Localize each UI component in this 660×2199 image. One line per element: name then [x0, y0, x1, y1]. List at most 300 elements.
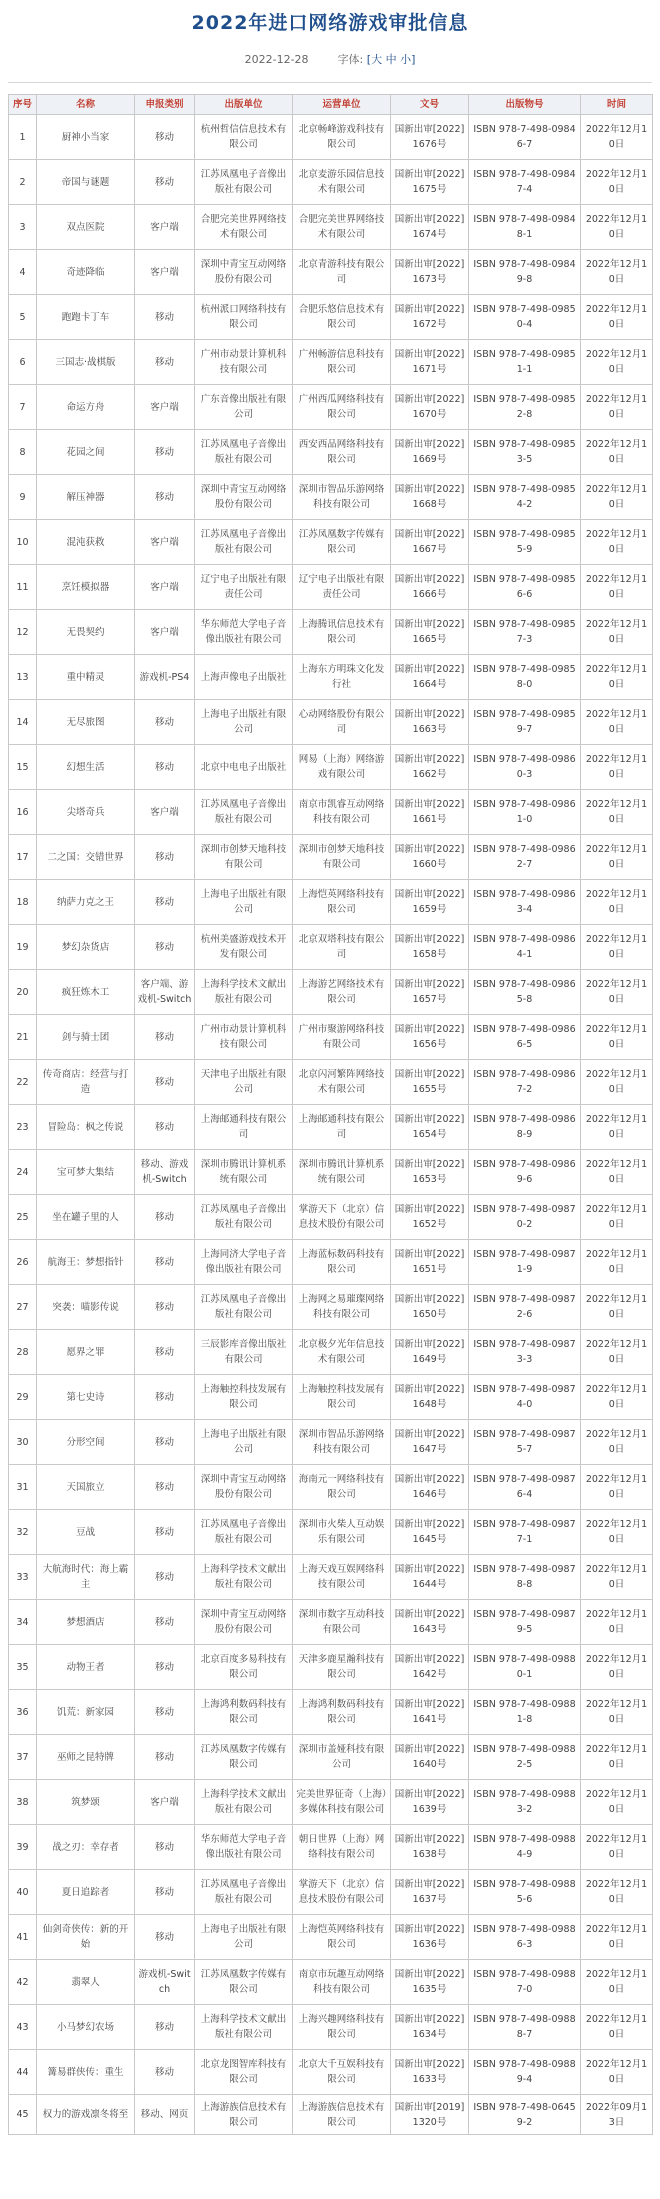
cell-col-isbn: ISBN 978-7-498-09874-0	[469, 1375, 581, 1420]
cell-col-operator: 深圳市数字互动科技有限公司	[293, 1600, 391, 1645]
cell-col-isbn: ISBN 978-7-498-09884-9	[469, 1825, 581, 1870]
cell-col-index: 6	[9, 340, 37, 385]
table-row	[9, 1825, 653, 1870]
cell-col-operator: 上海鸿利数码科技有限公司	[293, 1690, 391, 1735]
cell-col-index: 3	[9, 205, 37, 250]
cell-col-operator: 上海触控科技发展有限公司	[293, 1375, 391, 1420]
table-row	[9, 1375, 653, 1420]
cell-col-date: 2022年12月10日	[581, 1690, 653, 1735]
table-header-row	[9, 95, 653, 115]
cell-col-operator: 上海兴趣网络科技有限公司	[293, 2005, 391, 2050]
table-row	[9, 1555, 653, 1600]
cell-col-isbn: ISBN 978-7-498-09858-0	[469, 655, 581, 700]
cell-col-approval-no: 国新出审[2022]1640号	[391, 1735, 469, 1780]
cell-col-approval-no: 国新出审[2022]1666号	[391, 565, 469, 610]
cell-col-approval-no: 国新出审[2019]1320号	[391, 2095, 469, 2135]
cell-col-operator: 上海恺英网络科技有限公司	[293, 1915, 391, 1960]
cell-col-operator: 辽宁电子出版社有限责任公司	[293, 565, 391, 610]
cell-col-name: 大航海时代：海上霸主	[37, 1555, 135, 1600]
cell-col-publisher: 上海电子出版社有限公司	[195, 700, 293, 745]
cell-col-isbn: ISBN 978-7-498-09861-0	[469, 790, 581, 835]
cell-col-operator: 南京市玩趣互动网络科技有限公司	[293, 1960, 391, 2005]
title-divider	[8, 82, 652, 83]
cell-col-publisher: 江苏凤凰电子音像出版社有限公司	[195, 1195, 293, 1240]
cell-col-publisher: 合肥完美世界网络技术有限公司	[195, 205, 293, 250]
cell-col-operator: 上海腾讯信息技术有限公司	[293, 610, 391, 655]
cell-col-index: 25	[9, 1195, 37, 1240]
cell-col-approval-no: 国新出审[2022]1661号	[391, 790, 469, 835]
cell-col-isbn: ISBN 978-7-498-06459-2	[469, 2095, 581, 2135]
cell-col-category: 移动	[135, 1645, 195, 1690]
header-col-name: 名称	[37, 95, 135, 115]
cell-col-operator: 北京大千互娱科技有限公司	[293, 2050, 391, 2095]
cell-col-operator: 深圳市盖娅科技有限公司	[293, 1735, 391, 1780]
table-row	[9, 1735, 653, 1780]
cell-col-name: 夏日追踪者	[37, 1870, 135, 1915]
cell-col-date: 2022年12月10日	[581, 1015, 653, 1060]
cell-col-operator: 心动网络股份有限公司	[293, 700, 391, 745]
cell-col-approval-no: 国新出审[2022]1675号	[391, 160, 469, 205]
cell-col-date: 2022年12月10日	[581, 1375, 653, 1420]
cell-col-operator: 朝日世界（上海）网络科技有限公司	[293, 1825, 391, 1870]
cell-col-date: 2022年12月10日	[581, 475, 653, 520]
cell-col-date: 2022年12月10日	[581, 205, 653, 250]
cell-col-operator: 完美世界征奇（上海）多媒体科技有限公司	[293, 1780, 391, 1825]
font-size-switcher[interactable]: [大 中 小]	[366, 53, 416, 66]
cell-col-publisher: 上海科学技术文献出版社有限公司	[195, 2005, 293, 2050]
cell-col-category: 移动	[135, 1015, 195, 1060]
header-col-operator: 运营单位	[293, 95, 391, 115]
cell-col-index: 38	[9, 1780, 37, 1825]
table-row	[9, 1510, 653, 1555]
cell-col-operator: 深圳市智品乐游网络科技有限公司	[293, 475, 391, 520]
cell-col-isbn: ISBN 978-7-498-09852-8	[469, 385, 581, 430]
cell-col-isbn: ISBN 978-7-498-09888-7	[469, 2005, 581, 2050]
cell-col-publisher: 江苏凤凰电子音像出版社有限公司	[195, 1870, 293, 1915]
cell-col-isbn: ISBN 978-7-498-09847-4	[469, 160, 581, 205]
cell-col-index: 19	[9, 925, 37, 970]
cell-col-index: 8	[9, 430, 37, 475]
table-body	[9, 115, 653, 2135]
table-row	[9, 1645, 653, 1690]
cell-col-name: 巫师之昆特牌	[37, 1735, 135, 1780]
cell-col-isbn: ISBN 978-7-498-09864-1	[469, 925, 581, 970]
cell-col-approval-no: 国新出审[2022]1658号	[391, 925, 469, 970]
cell-col-isbn: ISBN 978-7-498-09876-4	[469, 1465, 581, 1510]
cell-col-operator: 江苏凤凰数字传媒有限公司	[293, 520, 391, 565]
cell-col-name: 宝可梦大集结	[37, 1150, 135, 1195]
header-col-date: 时间	[581, 95, 653, 115]
cell-col-approval-no: 国新出审[2022]1664号	[391, 655, 469, 700]
cell-col-date: 2022年12月10日	[581, 1960, 653, 2005]
cell-col-publisher: 深圳市创梦天地科技有限公司	[195, 835, 293, 880]
cell-col-operator: 上海网之易璀璨网络科技有限公司	[293, 1285, 391, 1330]
cell-col-approval-no: 国新出审[2022]1650号	[391, 1285, 469, 1330]
cell-col-date: 2022年09月13日	[581, 2095, 653, 2135]
cell-col-publisher: 天津电子出版社有限公司	[195, 1060, 293, 1105]
cell-col-isbn: ISBN 978-7-498-09873-3	[469, 1330, 581, 1375]
cell-col-publisher: 北京龙图智库科技有限公司	[195, 2050, 293, 2095]
cell-col-category: 移动	[135, 1105, 195, 1150]
cell-col-operator: 北京双塔科技有限公司	[293, 925, 391, 970]
table-row	[9, 790, 653, 835]
cell-col-category: 客户端	[135, 1780, 195, 1825]
cell-col-category: 移动	[135, 835, 195, 880]
cell-col-operator: 上海东方明珠文化发行社	[293, 655, 391, 700]
cell-col-index: 35	[9, 1645, 37, 1690]
cell-col-name: 饥荒：新家园	[37, 1690, 135, 1735]
cell-col-operator: 深圳市创梦天地科技有限公司	[293, 835, 391, 880]
cell-col-category: 移动	[135, 475, 195, 520]
cell-col-index: 5	[9, 295, 37, 340]
cell-col-date: 2022年12月10日	[581, 340, 653, 385]
cell-col-isbn: ISBN 978-7-498-09881-8	[469, 1690, 581, 1735]
cell-col-category: 移动	[135, 1420, 195, 1465]
cell-col-approval-no: 国新出审[2022]1638号	[391, 1825, 469, 1870]
cell-col-publisher: 北京百度多易科技有限公司	[195, 1645, 293, 1690]
cell-col-isbn: ISBN 978-7-498-09855-9	[469, 520, 581, 565]
table-row	[9, 1420, 653, 1465]
cell-col-category: 移动	[135, 295, 195, 340]
cell-col-name: 二之国：交错世界	[37, 835, 135, 880]
cell-col-date: 2022年12月10日	[581, 1780, 653, 1825]
article-meta	[0, 52, 660, 68]
cell-col-date: 2022年12月10日	[581, 1195, 653, 1240]
cell-col-isbn: ISBN 978-7-498-09878-8	[469, 1555, 581, 1600]
cell-col-isbn: ISBN 978-7-498-09859-7	[469, 700, 581, 745]
cell-col-date: 2022年12月10日	[581, 1645, 653, 1690]
cell-col-index: 2	[9, 160, 37, 205]
cell-col-category: 游戏机-Switch	[135, 1960, 195, 2005]
cell-col-publisher: 三辰影库音像出版社有限公司	[195, 1330, 293, 1375]
cell-col-approval-no: 国新出审[2022]1663号	[391, 700, 469, 745]
cell-col-index: 26	[9, 1240, 37, 1285]
table-row	[9, 1285, 653, 1330]
cell-col-category: 移动	[135, 1735, 195, 1780]
cell-col-isbn: ISBN 978-7-498-09862-7	[469, 835, 581, 880]
cell-col-approval-no: 国新出审[2022]1662号	[391, 745, 469, 790]
cell-col-name: 航海王：梦想指针	[37, 1240, 135, 1285]
cell-col-index: 33	[9, 1555, 37, 1600]
cell-col-isbn: ISBN 978-7-498-09848-1	[469, 205, 581, 250]
cell-col-date: 2022年12月10日	[581, 1600, 653, 1645]
table-row	[9, 430, 653, 475]
cell-col-category: 移动	[135, 880, 195, 925]
table-row	[9, 1915, 653, 1960]
cell-col-approval-no: 国新出审[2022]1672号	[391, 295, 469, 340]
cell-col-date: 2022年12月10日	[581, 835, 653, 880]
cell-col-name: 命运方舟	[37, 385, 135, 430]
cell-col-index: 27	[9, 1285, 37, 1330]
cell-col-date: 2022年12月10日	[581, 925, 653, 970]
cell-col-name: 无尽旅图	[37, 700, 135, 745]
table-row	[9, 745, 653, 790]
cell-col-name: 愿界之罪	[37, 1330, 135, 1375]
cell-col-category: 移动	[135, 1375, 195, 1420]
table-row	[9, 1195, 653, 1240]
header-col-category: 申报类别	[135, 95, 195, 115]
cell-col-category: 客户端	[135, 565, 195, 610]
cell-col-date: 2022年12月10日	[581, 1870, 653, 1915]
cell-col-operator: 上海天戏互娱网络科技有限公司	[293, 1555, 391, 1600]
table-row	[9, 115, 653, 160]
cell-col-date: 2022年12月10日	[581, 1555, 653, 1600]
cell-col-operator: 南京市凯睿互动网络科技有限公司	[293, 790, 391, 835]
cell-col-name: 分形空间	[37, 1420, 135, 1465]
cell-col-category: 移动	[135, 2050, 195, 2095]
table-row	[9, 1600, 653, 1645]
cell-col-operator: 北京畅峰游戏科技有限公司	[293, 115, 391, 160]
cell-col-approval-no: 国新出审[2022]1644号	[391, 1555, 469, 1600]
cell-col-index: 12	[9, 610, 37, 655]
cell-col-name: 天国旅立	[37, 1465, 135, 1510]
cell-col-date: 2022年12月10日	[581, 1915, 653, 1960]
table-row	[9, 340, 653, 385]
cell-col-name: 突袭：喵影传说	[37, 1285, 135, 1330]
cell-col-isbn: ISBN 978-7-498-09885-6	[469, 1870, 581, 1915]
cell-col-isbn: ISBN 978-7-498-09880-1	[469, 1645, 581, 1690]
cell-col-index: 10	[9, 520, 37, 565]
cell-col-publisher: 上海游族信息技术有限公司	[195, 2095, 293, 2135]
cell-col-approval-no: 国新出审[2022]1673号	[391, 250, 469, 295]
cell-col-name: 篝易群侠传：重生	[37, 2050, 135, 2095]
table-row	[9, 880, 653, 925]
cell-col-index: 31	[9, 1465, 37, 1510]
table-row	[9, 655, 653, 700]
cell-col-isbn: ISBN 978-7-498-09865-8	[469, 970, 581, 1015]
cell-col-index: 21	[9, 1015, 37, 1060]
table-row	[9, 1105, 653, 1150]
cell-col-name: 混沌获救	[37, 520, 135, 565]
cell-col-publisher: 上海电子出版社有限公司	[195, 1915, 293, 1960]
cell-col-date: 2022年12月10日	[581, 565, 653, 610]
cell-col-isbn: ISBN 978-7-498-09872-6	[469, 1285, 581, 1330]
cell-col-index: 45	[9, 2095, 37, 2135]
cell-col-publisher: 北京中电电子出版社	[195, 745, 293, 790]
cell-col-index: 36	[9, 1690, 37, 1735]
cell-col-index: 32	[9, 1510, 37, 1555]
cell-col-name: 双点医院	[37, 205, 135, 250]
cell-col-publisher: 上海邮通科技有限公司	[195, 1105, 293, 1150]
cell-col-name: 三国志·战棋版	[37, 340, 135, 385]
cell-col-approval-no: 国新出审[2022]1652号	[391, 1195, 469, 1240]
cell-col-publisher: 江苏凤凰数字传媒有限公司	[195, 1735, 293, 1780]
cell-col-name: 梦幻杂货店	[37, 925, 135, 970]
cell-col-approval-no: 国新出审[2022]1641号	[391, 1690, 469, 1735]
cell-col-isbn: ISBN 978-7-498-09860-3	[469, 745, 581, 790]
cell-col-operator: 广州西瓜网络科技有限公司	[293, 385, 391, 430]
table-row	[9, 610, 653, 655]
cell-col-index: 29	[9, 1375, 37, 1420]
cell-col-index: 15	[9, 745, 37, 790]
cell-col-isbn: ISBN 978-7-498-09849-8	[469, 250, 581, 295]
cell-col-name: 奇迹降临	[37, 250, 135, 295]
cell-col-isbn: ISBN 978-7-498-09877-1	[469, 1510, 581, 1555]
cell-col-publisher: 杭州美盛游戏技术开发有限公司	[195, 925, 293, 970]
cell-col-isbn: ISBN 978-7-498-09869-6	[469, 1150, 581, 1195]
cell-col-approval-no: 国新出审[2022]1657号	[391, 970, 469, 1015]
cell-col-isbn: ISBN 978-7-498-09853-5	[469, 430, 581, 475]
cell-col-index: 24	[9, 1150, 37, 1195]
cell-col-approval-no: 国新出审[2022]1665号	[391, 610, 469, 655]
cell-col-isbn: ISBN 978-7-498-09871-9	[469, 1240, 581, 1285]
cell-col-approval-no: 国新出审[2022]1645号	[391, 1510, 469, 1555]
cell-col-name: 剑与骑士团	[37, 1015, 135, 1060]
cell-col-index: 18	[9, 880, 37, 925]
cell-col-name: 无畏契约	[37, 610, 135, 655]
cell-col-name: 翡翠人	[37, 1960, 135, 2005]
cell-col-publisher: 江苏凤凰电子音像出版社有限公司	[195, 1285, 293, 1330]
table-row	[9, 205, 653, 250]
cell-col-publisher: 上海科学技术文献出版社有限公司	[195, 970, 293, 1015]
table-row	[9, 1870, 653, 1915]
cell-col-publisher: 华东师范大学电子音像出版社有限公司	[195, 610, 293, 655]
cell-col-approval-no: 国新出审[2022]1649号	[391, 1330, 469, 1375]
cell-col-index: 23	[9, 1105, 37, 1150]
cell-col-category: 移动	[135, 1285, 195, 1330]
cell-col-category: 移动	[135, 1825, 195, 1870]
cell-col-approval-no: 国新出审[2022]1646号	[391, 1465, 469, 1510]
cell-col-publisher: 上海声像电子出版社	[195, 655, 293, 700]
cell-col-operator: 北京青游科技有限公司	[293, 250, 391, 295]
cell-col-publisher: 江苏凤凰电子音像出版社有限公司	[195, 160, 293, 205]
cell-col-name: 解压神器	[37, 475, 135, 520]
table-row	[9, 520, 653, 565]
cell-col-publisher: 上海触控科技发展有限公司	[195, 1375, 293, 1420]
cell-col-name: 疯狂炼木工	[37, 970, 135, 1015]
cell-col-approval-no: 国新出审[2022]1642号	[391, 1645, 469, 1690]
cell-col-publisher: 杭州哲信信息技术有限公司	[195, 115, 293, 160]
cell-col-isbn: ISBN 978-7-498-09856-6	[469, 565, 581, 610]
cell-col-date: 2022年12月10日	[581, 1825, 653, 1870]
cell-col-category: 移动	[135, 1465, 195, 1510]
publish-date: 2022-12-28	[244, 53, 309, 66]
cell-col-index: 41	[9, 1915, 37, 1960]
cell-col-index: 37	[9, 1735, 37, 1780]
cell-col-approval-no: 国新出审[2022]1670号	[391, 385, 469, 430]
cell-col-isbn: ISBN 978-7-498-09870-2	[469, 1195, 581, 1240]
table-row	[9, 295, 653, 340]
cell-col-publisher: 深圳市腾讯计算机系统有限公司	[195, 1150, 293, 1195]
table-row	[9, 475, 653, 520]
cell-col-isbn: ISBN 978-7-498-09889-4	[469, 2050, 581, 2095]
cell-col-index: 4	[9, 250, 37, 295]
cell-col-name: 仙剑奇侠传：新的开始	[37, 1915, 135, 1960]
cell-col-isbn: ISBN 978-7-498-09886-3	[469, 1915, 581, 1960]
cell-col-index: 14	[9, 700, 37, 745]
cell-col-publisher: 江苏凤凰电子音像出版社有限公司	[195, 790, 293, 835]
cell-col-index: 7	[9, 385, 37, 430]
cell-col-isbn: ISBN 978-7-498-09882-5	[469, 1735, 581, 1780]
cell-col-approval-no: 国新出审[2022]1633号	[391, 2050, 469, 2095]
table-row	[9, 970, 653, 1015]
cell-col-publisher: 华东师范大学电子音像出版社有限公司	[195, 1825, 293, 1870]
cell-col-operator: 掌游天下（北京）信息技术股份有限公司	[293, 1195, 391, 1240]
cell-col-name: 权力的游戏凛冬将至	[37, 2095, 135, 2135]
cell-col-category: 移动	[135, 1330, 195, 1375]
font-label: 字体:	[337, 53, 364, 66]
cell-col-index: 40	[9, 1870, 37, 1915]
cell-col-index: 13	[9, 655, 37, 700]
header-col-isbn: 出版物号	[469, 95, 581, 115]
cell-col-approval-no: 国新出审[2022]1655号	[391, 1060, 469, 1105]
table-row	[9, 2095, 653, 2135]
cell-col-name: 烹饪模拟器	[37, 565, 135, 610]
cell-col-operator: 上海邮通科技有限公司	[293, 1105, 391, 1150]
cell-col-approval-no: 国新出审[2022]1637号	[391, 1870, 469, 1915]
cell-col-category: 移动	[135, 115, 195, 160]
cell-col-isbn: ISBN 978-7-498-09854-2	[469, 475, 581, 520]
cell-col-operator: 广州市聚游网络科技有限公司	[293, 1015, 391, 1060]
cell-col-isbn: ISBN 978-7-498-09863-4	[469, 880, 581, 925]
cell-col-date: 2022年12月10日	[581, 700, 653, 745]
cell-col-publisher: 上海科学技术文献出版社有限公司	[195, 1555, 293, 1600]
cell-col-approval-no: 国新出审[2022]1676号	[391, 115, 469, 160]
table-row	[9, 2050, 653, 2095]
table-row	[9, 1240, 653, 1285]
cell-col-operator: 合肥乐悠信息技术有限公司	[293, 295, 391, 340]
cell-col-operator: 合肥完美世界网络技术有限公司	[293, 205, 391, 250]
cell-col-index: 39	[9, 1825, 37, 1870]
table-row	[9, 700, 653, 745]
table-row	[9, 1465, 653, 1510]
header-col-index: 序号	[9, 95, 37, 115]
cell-col-index: 43	[9, 2005, 37, 2050]
cell-col-date: 2022年12月10日	[581, 655, 653, 700]
cell-col-publisher: 辽宁电子出版社有限责任公司	[195, 565, 293, 610]
cell-col-publisher: 上海鸿利数码科技有限公司	[195, 1690, 293, 1735]
cell-col-date: 2022年12月10日	[581, 970, 653, 1015]
cell-col-operator: 北京极夕光年信息技术有限公司	[293, 1330, 391, 1375]
cell-col-approval-no: 国新出审[2022]1659号	[391, 880, 469, 925]
cell-col-category: 移动	[135, 1060, 195, 1105]
cell-col-category: 移动	[135, 1600, 195, 1645]
cell-col-approval-no: 国新出审[2022]1674号	[391, 205, 469, 250]
table-row	[9, 1060, 653, 1105]
cell-col-approval-no: 国新出审[2022]1635号	[391, 1960, 469, 2005]
cell-col-name: 小马梦幻农场	[37, 2005, 135, 2050]
cell-col-date: 2022年12月10日	[581, 1735, 653, 1780]
cell-col-date: 2022年12月10日	[581, 115, 653, 160]
cell-col-publisher: 深圳中青宝互动网络股份有限公司	[195, 250, 293, 295]
page-title: 2022年进口网络游戏审批信息	[191, 12, 469, 34]
cell-col-approval-no: 国新出审[2022]1671号	[391, 340, 469, 385]
cell-col-date: 2022年12月10日	[581, 2005, 653, 2050]
cell-col-date: 2022年12月10日	[581, 880, 653, 925]
cell-col-name: 筑梦颂	[37, 1780, 135, 1825]
cell-col-date: 2022年12月10日	[581, 520, 653, 565]
cell-col-category: 客户端	[135, 385, 195, 430]
cell-col-isbn: ISBN 978-7-498-09879-5	[469, 1600, 581, 1645]
table-row	[9, 1690, 653, 1735]
cell-col-name: 跑跑卡丁车	[37, 295, 135, 340]
cell-col-operator: 掌游天下（北京）信息技术股份有限公司	[293, 1870, 391, 1915]
cell-col-name: 重中精灵	[37, 655, 135, 700]
cell-col-operator: 西安西品网络科技有限公司	[293, 430, 391, 475]
cell-col-name: 战之刃：幸存者	[37, 1825, 135, 1870]
cell-col-publisher: 杭州派口网络科技有限公司	[195, 295, 293, 340]
cell-col-name: 坐在罐子里的人	[37, 1195, 135, 1240]
table-row	[9, 2005, 653, 2050]
cell-col-date: 2022年12月10日	[581, 790, 653, 835]
cell-col-category: 移动	[135, 430, 195, 475]
cell-col-date: 2022年12月10日	[581, 1285, 653, 1330]
cell-col-name: 动物王者	[37, 1645, 135, 1690]
cell-col-publisher: 江苏凤凰电子音像出版社有限公司	[195, 430, 293, 475]
cell-col-index: 44	[9, 2050, 37, 2095]
cell-col-isbn: ISBN 978-7-498-09857-3	[469, 610, 581, 655]
cell-col-category: 客户端	[135, 790, 195, 835]
